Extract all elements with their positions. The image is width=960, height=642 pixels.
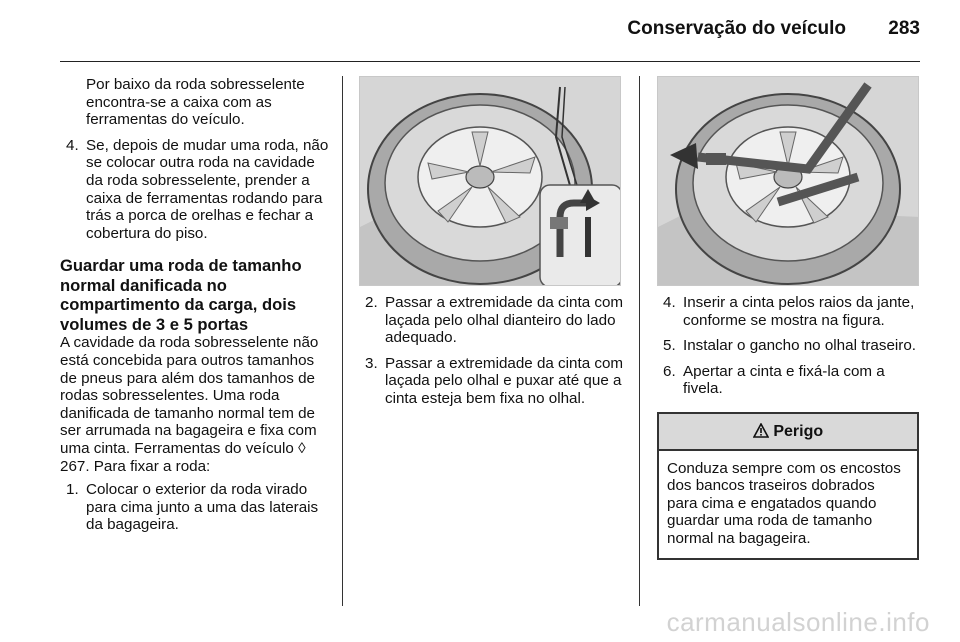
step-number: 2. xyxy=(365,294,378,311)
danger-header xyxy=(659,414,917,451)
page-reference-icon: ◊ xyxy=(298,439,306,457)
steps-list-col1-bottom xyxy=(60,481,330,534)
page-number: 283 xyxy=(888,18,920,39)
body-text-part1: A cavidade da roda sobresselente não está concebida para outros tamanhos de pneus para além dos tamanhos de rodas sobresselentes. Uma roda danificada de tamanho normal tem de ser arrumada na bagageira e fixa com uma cinta. Ferramentas do veículo xyxy=(60,334,319,457)
step-number: 1. xyxy=(66,481,79,499)
column-divider-right xyxy=(639,76,640,606)
steps-list-col2 xyxy=(359,294,625,408)
step-number: 3. xyxy=(365,354,378,372)
step-number: 4. xyxy=(66,136,79,154)
intro-text: Por baixo da roda sobresselente encontra-se a caixa com as ferramentas do veículo. xyxy=(86,76,305,129)
list-item-step-2 xyxy=(359,294,625,347)
warning-triangle-icon xyxy=(753,423,773,440)
list-item-step-4 xyxy=(60,137,330,243)
list-item-step-6 xyxy=(657,363,919,398)
column-divider-left xyxy=(342,76,343,606)
step-number: 4. xyxy=(663,294,676,311)
list-item-step-1 xyxy=(60,481,330,534)
column-2 xyxy=(359,76,625,408)
danger-title: Perigo xyxy=(773,422,824,440)
step-number: 6. xyxy=(663,362,676,380)
step-text: Se, depois de mudar uma roda, não se colocar outra roda na cavidade da roda sobresselente, prender a caixa de ferramentas rodando para trás a porca de orelhas e fechar a cobertura do piso. xyxy=(86,136,329,242)
chapter-title: Conservação do veículo xyxy=(627,18,846,39)
body-text-part2: 267. Para fixar a roda: xyxy=(60,457,211,475)
step-text: Passar a extremidade da cinta com laçada pelo olhal e puxar até que a cinta esteja bem fixa no olhal. xyxy=(385,354,624,407)
step-text: Inserir a cinta pelos raios da jante, conforme se mostra na figura. xyxy=(683,294,915,329)
list-item-step-4 xyxy=(657,294,919,329)
figure-drawing xyxy=(360,77,621,286)
section-heading: Guardar uma roda de tamanho normal danificada no compartimento da carga, dois volumes de 3 e 5 portas xyxy=(60,256,302,334)
section-body-text xyxy=(60,334,330,475)
list-item-step-5 xyxy=(657,337,919,355)
column-3 xyxy=(657,76,919,560)
step-number: 5. xyxy=(663,337,676,355)
step-text: Apertar a cinta e fixá-la com a fivela. xyxy=(683,362,885,398)
page-header xyxy=(60,0,920,62)
figure-drawing xyxy=(658,77,919,286)
spare-wheel-strap-through-spokes-illustration xyxy=(657,76,919,286)
steps-list-col3 xyxy=(657,294,919,398)
step-text: Passar a extremidade da cinta com laçada pelo olhal dianteiro do lado adequado. xyxy=(385,294,624,347)
step-text: Instalar o gancho no olhal traseiro. xyxy=(683,337,917,355)
steps-list-col1-top xyxy=(60,137,330,243)
watermark: carmanualsonline.info xyxy=(666,607,930,637)
list-item-step-3 xyxy=(359,355,625,408)
step-text: Colocar o exterior da roda virado para cima junto a uma das laterais da bagageira. xyxy=(86,481,319,534)
danger-text: Conduza sempre com os encostos dos bancos traseiros dobrados para cima e engatados quando guardar uma roda de tamanho normal na bagageira. xyxy=(667,459,901,547)
spare-wheel-strap-hook-illustration xyxy=(359,76,621,286)
column-1 xyxy=(60,76,330,534)
danger-box xyxy=(657,412,919,560)
